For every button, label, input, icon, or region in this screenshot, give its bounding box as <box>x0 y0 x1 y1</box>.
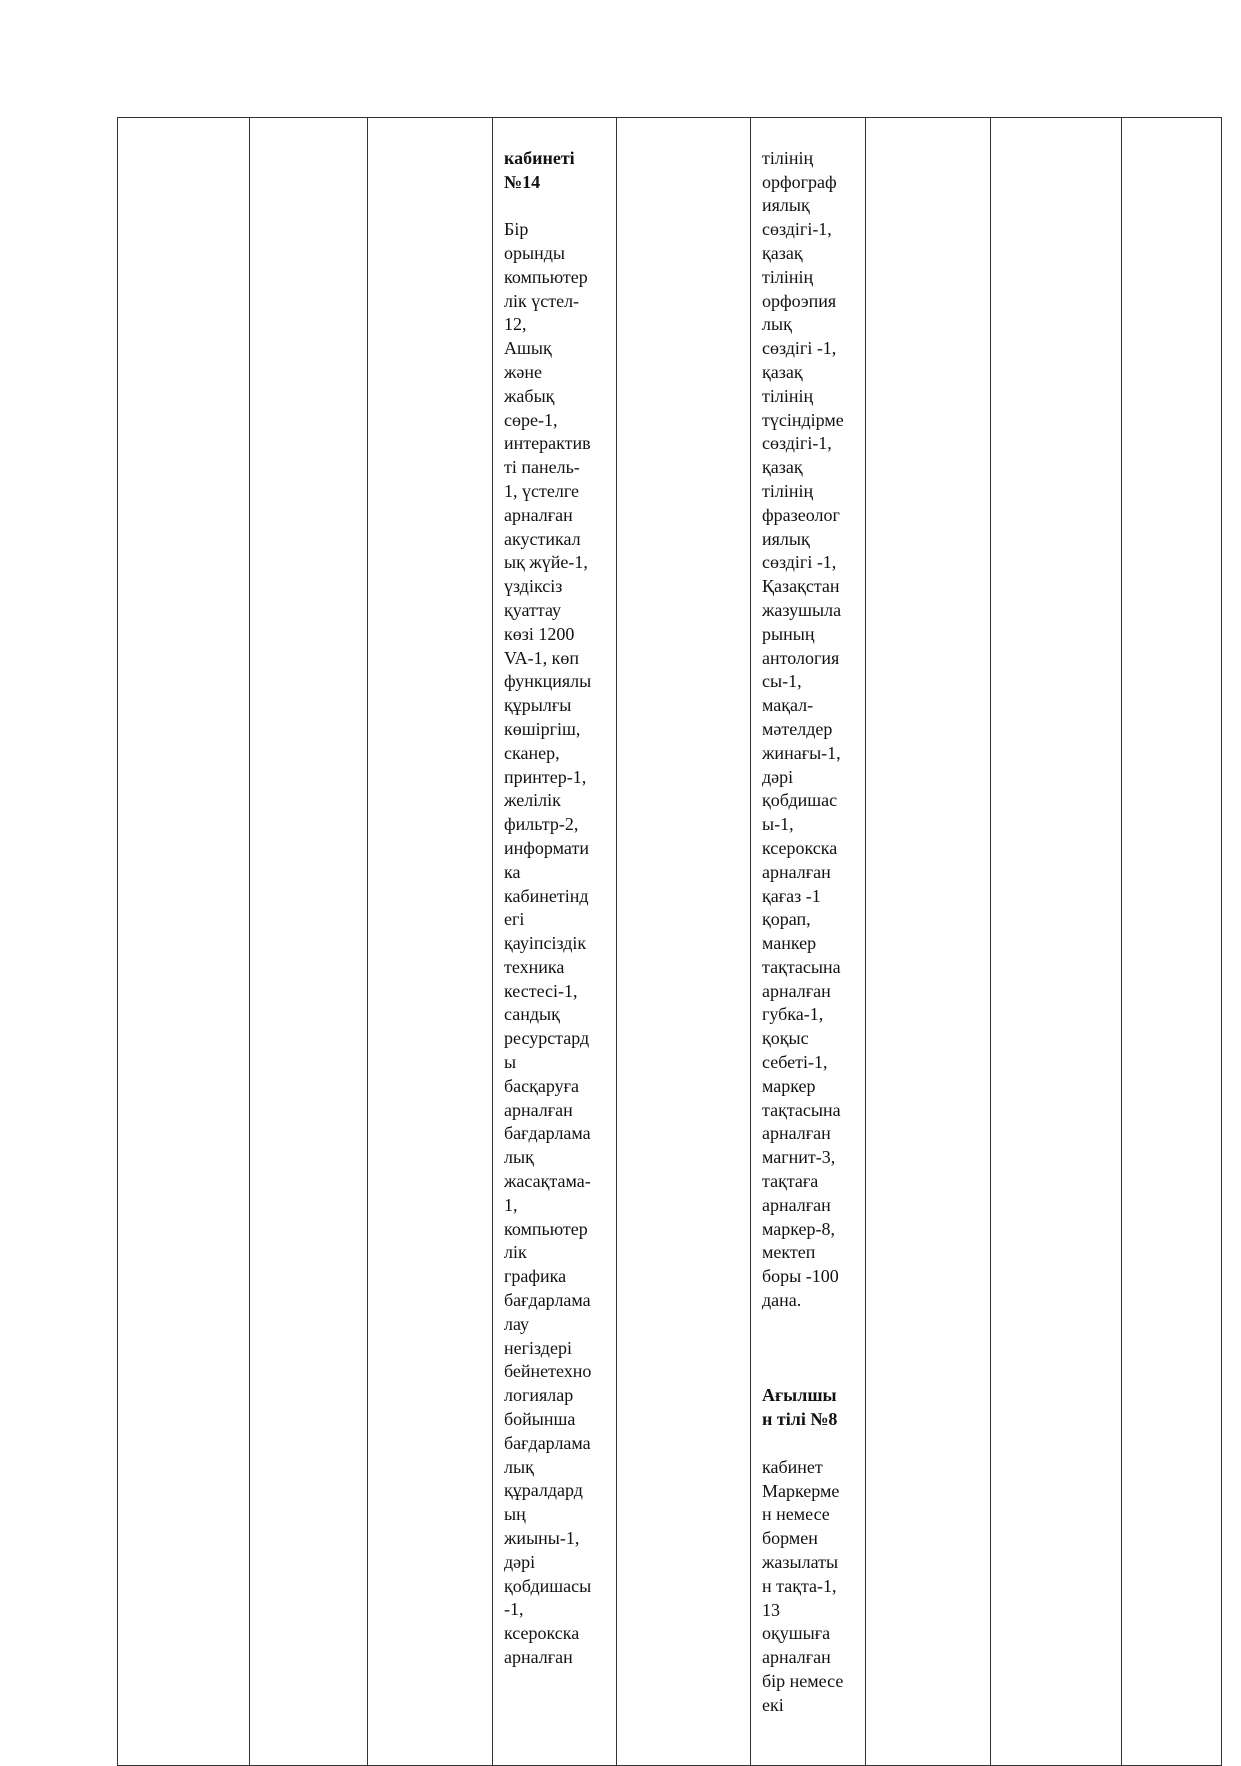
cabinet-14-title: кабинеті №14 <box>504 147 575 192</box>
table-row <box>118 118 1222 1766</box>
cell-content <box>762 123 855 1765</box>
table-cell-col3 <box>368 118 493 1766</box>
table-cell-col1 <box>118 118 250 1766</box>
cell-content <box>504 123 606 1694</box>
cabinet-14-equipment-text: Бір орынды компьютер лік үстел- 12, Ашық жəне жабық сөре-1, интерактив ті панель- 1, үстелге арналған акустикал ық жүйе-1, үздіксіз қуаттау көзі 1200 VA-1, көп функциялы құрылғы көшіргіш, сканер, принтер-1, желілік фильтр-2, информати ка кабинетінд егі қауіпсіздік техника кестесі-1, сандық ресурстард ы басқаруға арналған бағдарлама лық жасақтама- 1, компьютер лік графика бағдарлама лау негіздері бейнетехно логиялар бойынша бағдарлама лық құралдард ың жиыны-1, дəрі қобдишасы -1, ксерокска арналған <box>504 219 592 1667</box>
table-cell-col9 <box>1122 118 1222 1766</box>
table-cell-col4 <box>493 118 617 1766</box>
table-cell-col8 <box>991 118 1122 1766</box>
equipment-table <box>117 117 1222 1766</box>
table-cell-col6 <box>751 118 866 1766</box>
english-cabinet-8-equipment-text: кабинет Маркерме н немесе бормен жазылаты н тақта-1, 13 оқушыға арналған бір немесе екі <box>762 1456 844 1715</box>
english-cabinet-block <box>762 1361 855 1742</box>
table-cell-col5 <box>617 118 751 1766</box>
kazakh-cabinet-equipment-text: тілінің орфограф иялық сөздігі-1, қазақ тілінің орфоэпия лық сөздігі -1, қазақ тілінің түсіндірме сөздігі-1, қазақ тілінің фразеолог иялық сөздігі -1, Қазақстан жазушыла рының антология сы-1, мақал- мəтелдер жинағы-1, дəрі қобдишас ы-1, ксерокска арналған қағаз -1 қорап, манкер тақтасына арналған губка-1, қоқыс себеті-1, маркер тақтасына арналған магнит-3, тақтаға арналған маркер-8, мектеп боры -100 дана. <box>762 147 844 1311</box>
table-cell-col2 <box>250 118 368 1766</box>
english-cabinet-8-title: Ағылшы н тілі №8 <box>762 1385 838 1430</box>
table-cell-col7 <box>866 118 991 1766</box>
